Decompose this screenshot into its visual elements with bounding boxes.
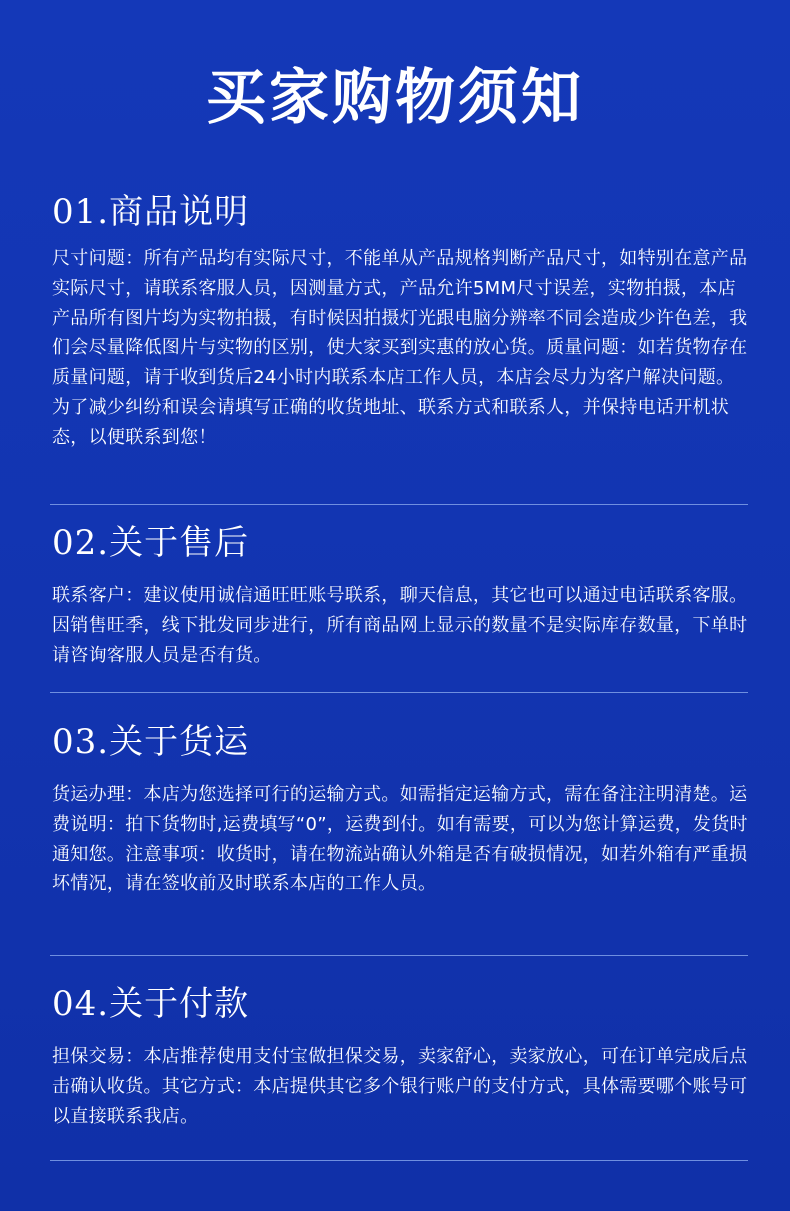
divider [50, 955, 748, 956]
section-product-description [52, 190, 748, 453]
section-body: 货运办理：本店为您选择可行的运输方式。如需指定运输方式，需在备注注明清楚。运费说明：拍下货物时,运费填写“0”，运费到付。如有需要，可以为您计算运费，发货时通知您。注意事项：收货时，请在物流站确认外箱是否有破损情况，如若外箱有严重损坏情况，请在签收前及时联系本店的工作人员。 [52, 784, 748, 895]
section-heading: 01.商品说明 [52, 192, 250, 232]
section-heading: 03.关于货运 [52, 722, 250, 762]
section-body: 尺寸问题：所有产品均有实际尺寸，不能单从产品规格判断产品尺寸，如特别在意产品实际尺寸，请联系客服人员，因测量方式，产品允许5MM尺寸误差，实物拍摄，本店产品所有图片均为实物拍摄，有时候因拍摄灯光跟电脑分辨率不同会造成少许色差，我们会尽量降低图片与实物的区别，使大家买到实惠的放心货。质量问题：如若货物存在质量问题，请于收到货后24小时内联系本店工作人员，本店会尽力为客户解决问题。为了减少纠纷和误会请填写正确的收货地址、联系方式和联系人，并保持电话开机状态，以便联系到您！ [52, 248, 748, 448]
section-payment [52, 982, 748, 1131]
section-heading: 02.关于售后 [52, 523, 250, 563]
section-body: 联系客户：建议使用诚信通旺旺账号联系，聊天信息，其它也可以通过电话联系客服。因销售旺季，线下批发同步进行，所有商品网上显示的数量不是实际库存数量，下单时请咨询客服人员是否有货。 [52, 585, 748, 666]
section-after-sales [52, 521, 748, 670]
divider [50, 1160, 748, 1161]
divider [50, 692, 748, 693]
divider [50, 504, 748, 505]
page-title: 买家购物须知 [206, 63, 584, 133]
section-shipping [52, 720, 748, 899]
section-body: 担保交易：本店推荐使用支付宝做担保交易，卖家舒心，卖家放心，可在订单完成后点击确认收货。其它方式：本店提供其它多个银行账户的支付方式，具体需要哪个账号可以直接联系我店。 [52, 1046, 748, 1127]
section-heading: 04.关于付款 [52, 984, 250, 1024]
